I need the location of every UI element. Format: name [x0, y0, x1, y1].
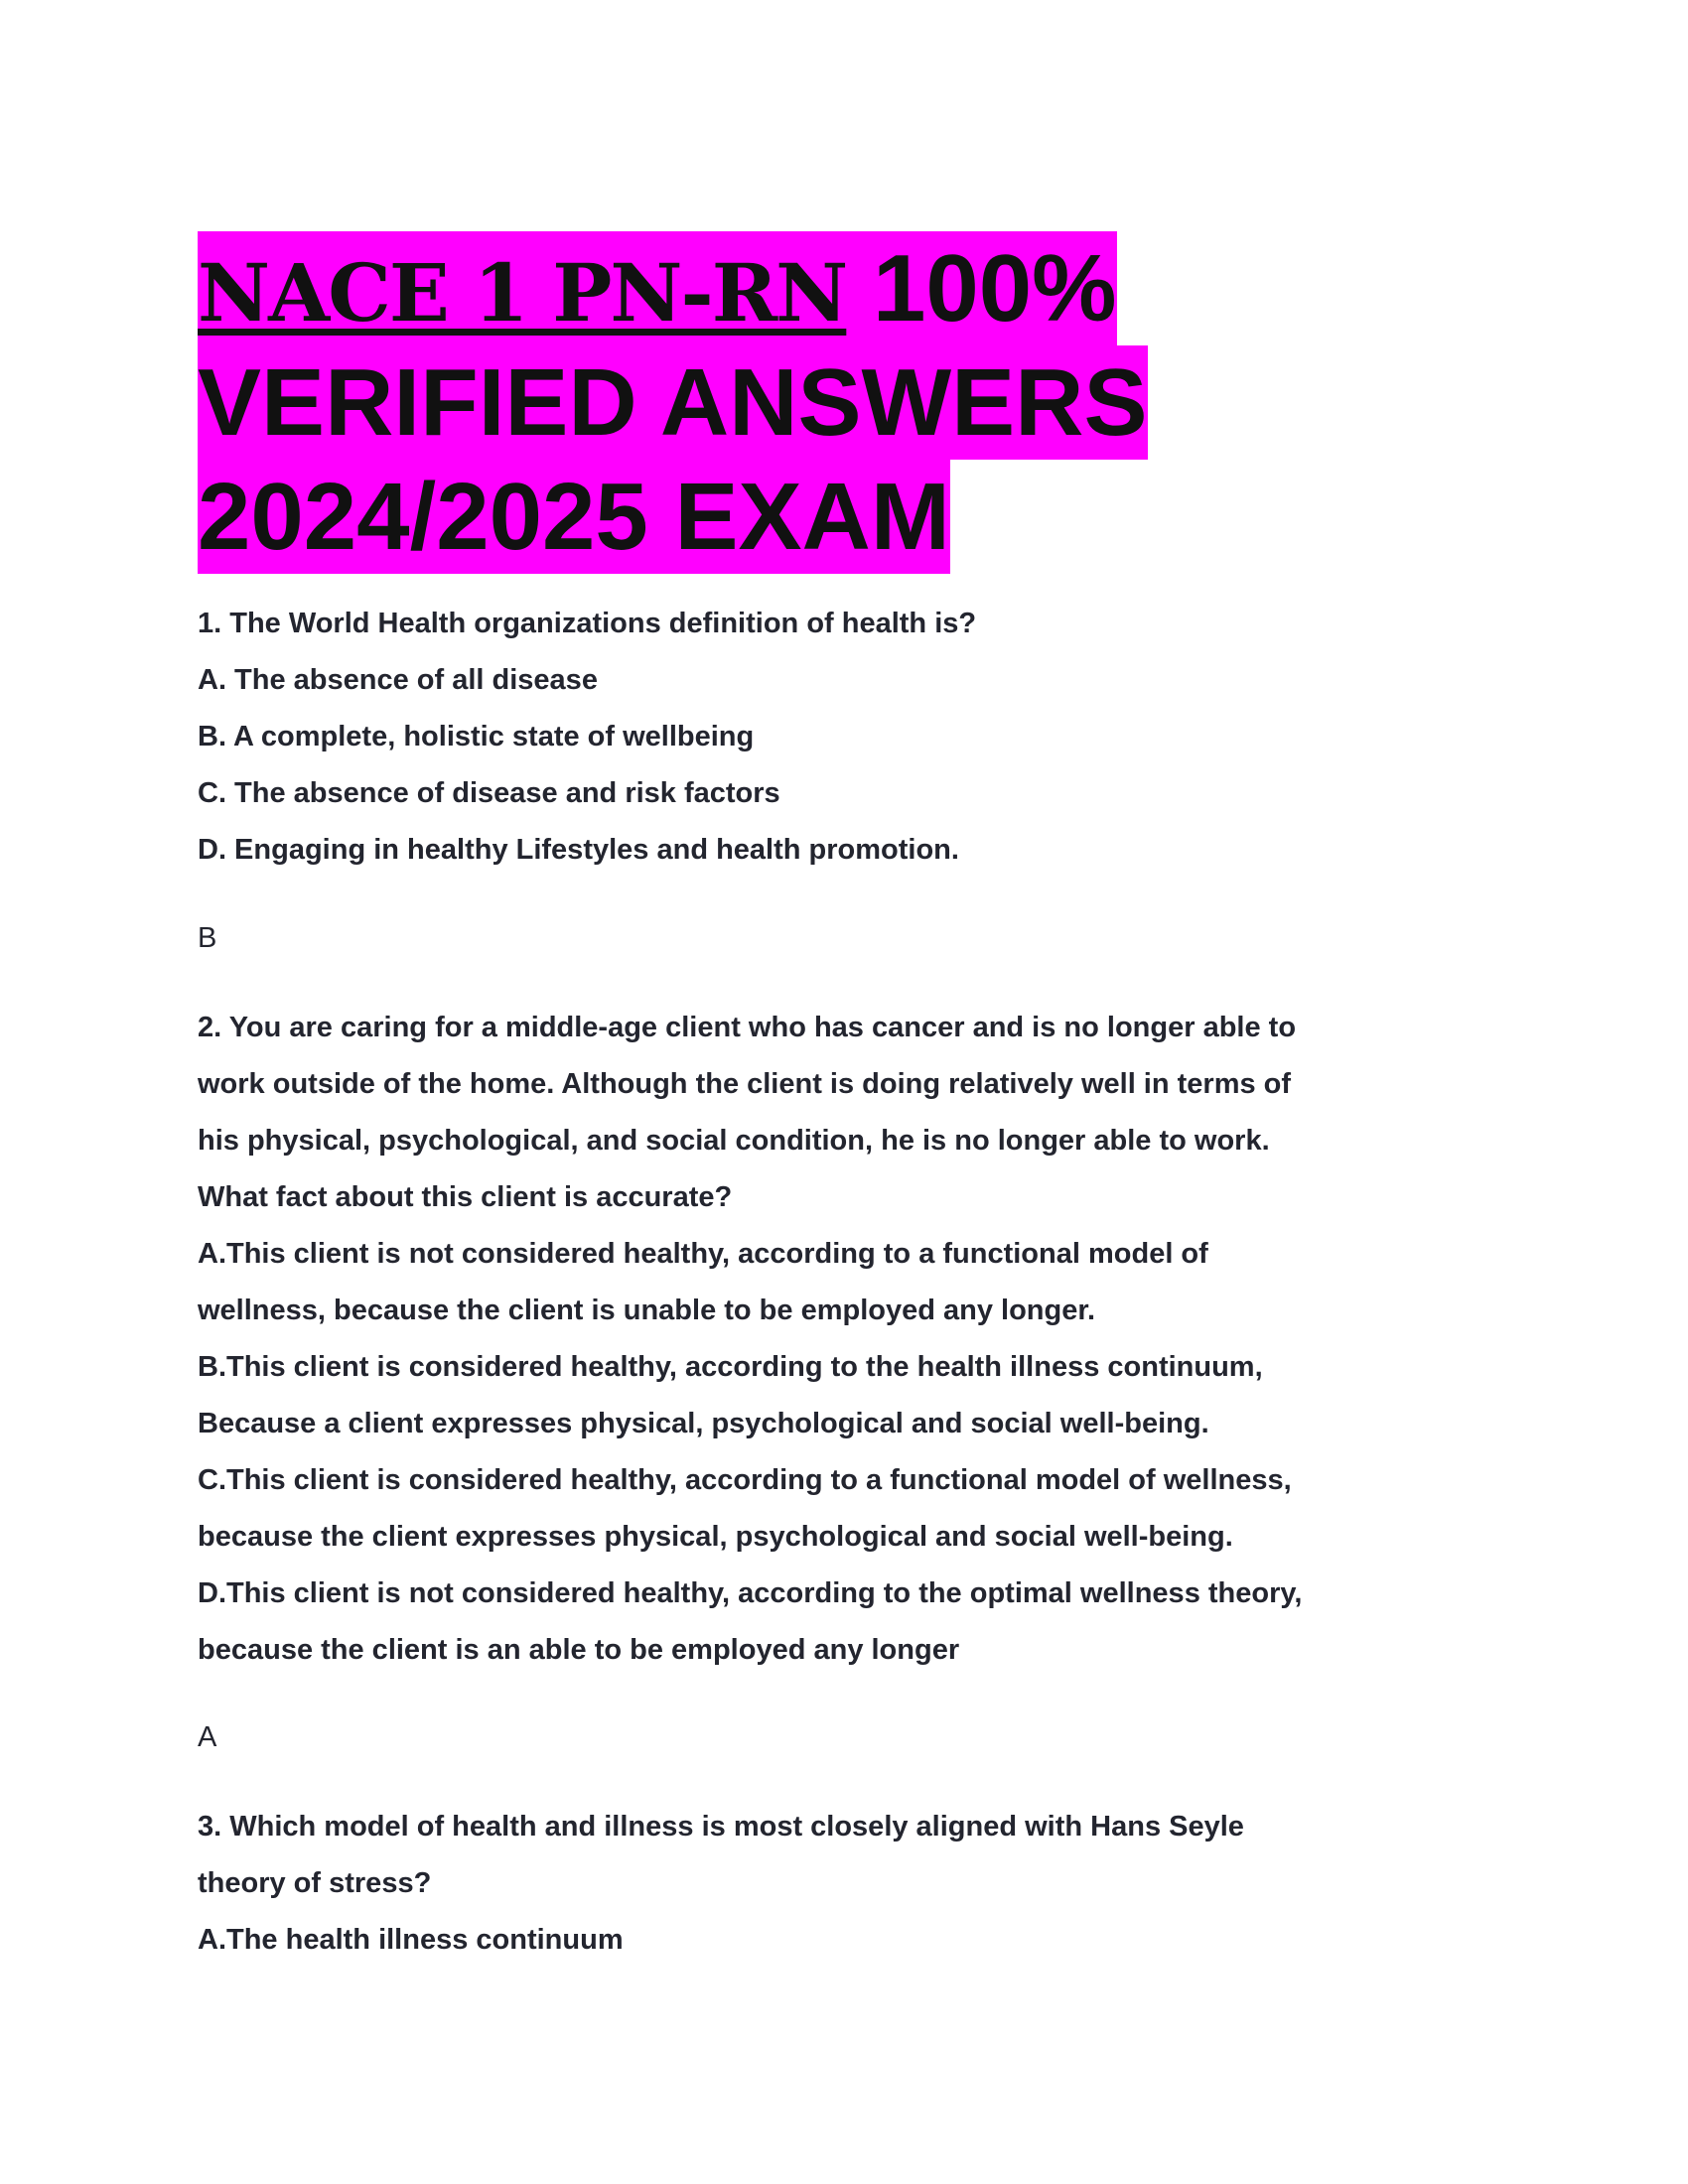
- option-d: D. Engaging in healthy Lifestyles and health promotion.: [198, 834, 959, 866]
- question-text: What fact about this client is accurate?: [198, 1181, 733, 1213]
- option-c: because the client expresses physical, psychological and social well-being.: [198, 1521, 1233, 1553]
- option-a: A.This client is not considered healthy, according to a functional model of: [198, 1238, 1208, 1270]
- option-b: B.This client is considered healthy, according to the health illness continuum,: [198, 1351, 1263, 1383]
- question-text: his physical, psychological, and social condition, he is no longer able to work.: [198, 1125, 1270, 1157]
- option-c: C.This client is considered healthy, according to a functional model of wellness,: [198, 1464, 1292, 1496]
- question-1: [198, 596, 976, 879]
- question-text: 3. Which model of health and illness is most closely aligned with Hans Seyle: [198, 1811, 1244, 1843]
- option-a: A. The absence of all disease: [198, 664, 598, 696]
- title-line-2: VERIFIED ANSWERS: [198, 345, 1148, 460]
- title-percent: 100%: [846, 235, 1117, 341]
- option-a: wellness, because the client is unable to be employed any longer.: [198, 1295, 1096, 1326]
- option-c: C. The absence of disease and risk factors: [198, 777, 780, 809]
- question-text: theory of stress?: [198, 1867, 432, 1899]
- answer-text: A: [198, 1721, 217, 1753]
- question-2: [198, 1000, 1302, 1679]
- option-a: A.The health illness continuum: [198, 1924, 624, 1956]
- answer-1: [198, 910, 216, 967]
- title-line-3: 2024/2025 EXAM: [198, 460, 950, 574]
- option-b: B. A complete, holistic state of wellbeing: [198, 721, 755, 752]
- question-text: 1. The World Health organizations definition of health is?: [198, 608, 977, 639]
- title-course-code: NACE 1 PN-RN: [198, 246, 847, 340]
- document-title: [198, 231, 1148, 574]
- question-text: work outside of the home. Although the client is doing relatively well in terms of: [198, 1068, 1292, 1100]
- question-text: 2. You are caring for a middle-age client who has cancer and is no longer able to: [198, 1012, 1297, 1043]
- option-b: Because a client expresses physical, psychological and social well-being.: [198, 1408, 1209, 1439]
- question-3: [198, 1799, 1244, 1969]
- option-d: D.This client is not considered healthy, according to the optimal wellness theory,: [198, 1577, 1303, 1609]
- answer-text: B: [198, 922, 217, 954]
- option-d: because the client is an able to be employed any longer: [198, 1634, 960, 1666]
- answer-2: [198, 1709, 216, 1766]
